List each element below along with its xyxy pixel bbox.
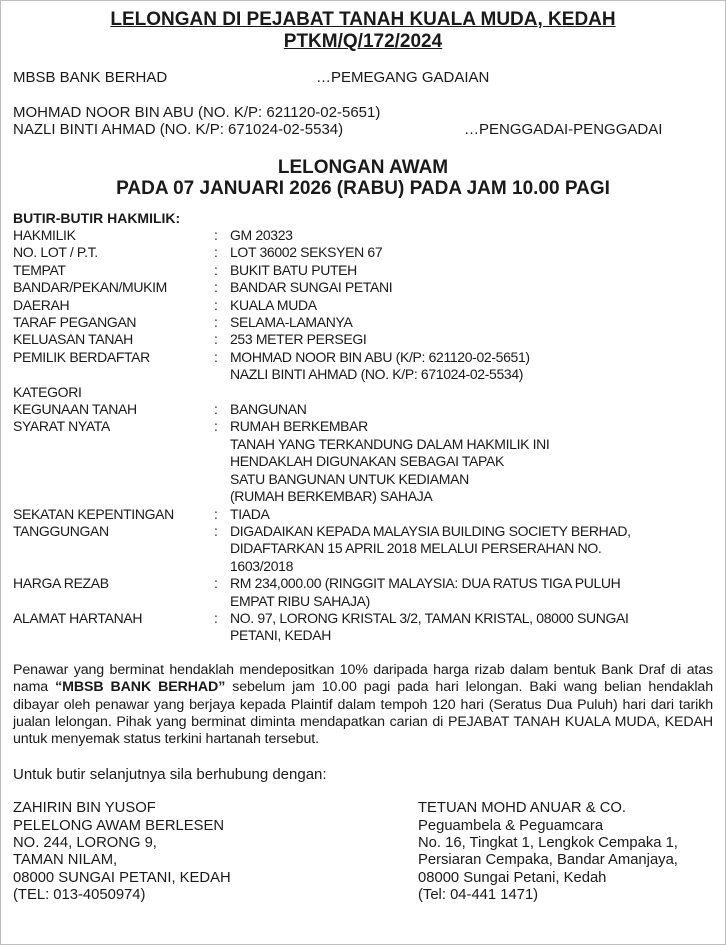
detail-row — [13, 384, 713, 401]
detail-label: TEMPAT — [13, 261, 66, 278]
terms-bank-name: “MBSB BANK BERHAD” — [55, 679, 226, 696]
detail-row — [13, 575, 713, 610]
detail-separator: : — [214, 418, 218, 435]
detail-label: BANDAR/PEKAN/MUKIM — [13, 279, 167, 296]
solicitor-line: No. 16, Tingkat 1, Lengkok Cempaka 1, — [418, 835, 678, 851]
detail-value: RUMAH BERKEMBAR TANAH YANG TERKANDUNG DALAM HAKMILIK INI HENDAKLAH DIGUNAKAN SEBAGAI TAPAK SATU BANGUNAN UNTUK KEDIAMAN (RUMAH BERKEMBAR) SAHAJA — [230, 418, 550, 505]
auctioneer-line: 08000 SUNGAI PETANI, KEDAH — [13, 869, 231, 886]
detail-label: TANGGUNGAN — [13, 522, 109, 539]
detail-value: DIGADAIKAN KEPADA MALAYSIA BUILDING SOCIETY BERHAD, DIDAFTARKAN 15 APRIL 2018 MELALUI PERSERAHAN NO. 1603/2018 — [230, 522, 631, 574]
detail-separator: : — [214, 401, 218, 418]
terms-text-1: Penawar yang berminat hendaklah mendepositkan 10% daripada harga rizab dalam bentuk Bank Draf di atas nama — [13, 661, 713, 696]
detail-value: SELAMA-LAMANYA — [230, 314, 353, 331]
detail-label: ALAMAT HARTANAH — [13, 609, 143, 626]
detail-row — [13, 297, 713, 314]
detail-label: NO. LOT / P.T. — [13, 244, 98, 261]
solicitor-block — [418, 800, 718, 904]
detail-value: BANDAR SUNGAI PETANI — [230, 279, 393, 296]
solicitor-line: Peguambela & Peguamcara — [418, 817, 604, 834]
solicitor-phone: (Tel: 04-441 1471) — [418, 887, 539, 904]
detail-separator: : — [214, 348, 218, 365]
detail-row — [13, 506, 713, 523]
detail-row — [13, 349, 713, 384]
detail-label: DAERAH — [13, 296, 70, 313]
chargor-1: MOHMAD NOOR BIN ABU (NO. K/P: 621120-02-5651) — [13, 104, 381, 121]
auction-date: PADA 07 JANUARI 2026 (RABU) PADA JAM 10.00 PAGI — [116, 178, 610, 199]
public-auction-heading: LELONGAN AWAM — [277, 157, 449, 178]
detail-value: BUKIT BATU PUTEH — [230, 261, 357, 278]
detail-separator: : — [214, 522, 218, 539]
detail-value: NO. 97, LORONG KRISTAL 3/2, TAMAN KRISTAL, 08000 SUNGAI PETANI, KEDAH — [230, 609, 629, 644]
detail-label: SEKATAN KEPENTINGAN — [13, 505, 174, 522]
detail-row — [13, 401, 713, 418]
detail-row — [13, 523, 713, 575]
parties-section — [13, 69, 713, 138]
detail-value: GM 20323 — [230, 227, 293, 243]
solicitor-line: 08000 Sungai Petani, Kedah — [418, 869, 607, 886]
detail-row — [13, 262, 713, 279]
title-details-table — [13, 227, 713, 645]
auctioneer-line: NO. 244, LORONG 9, — [13, 835, 157, 851]
auctioneer-line: TAMAN NILAM, — [13, 852, 118, 869]
notice-title: LELONGAN DI PEJABAT TANAH KUALA MUDA, KEDAH — [110, 9, 616, 30]
detail-label: PEMILIK BERDAFTAR — [13, 348, 150, 365]
detail-separator: : — [214, 331, 218, 348]
terms-text-2: sebelum jam 10.00 pagi pada hari lelongan. Baki wang belian hendaklah dibayar oleh penawar yang berjaya kepada Plaintif dalam tempoh 120 hari (Seratus Dua Puluh) hari dari tarikh jualan lelongan. Pihak yang berminat diminta mendapatkan carian di PEJABAT TANAH KUALA MUDA, KEDAH untuk menyemak status terkini hartanah tersebut. — [13, 679, 714, 748]
reference-number: PTKM/Q/172/2024 — [283, 31, 443, 52]
detail-separator: : — [214, 279, 218, 296]
contacts — [13, 800, 713, 904]
detail-label: HAKMILIK — [13, 227, 76, 243]
solicitor-line: TETUAN MOHD ANUAR & CO. — [418, 800, 626, 817]
detail-separator: : — [214, 227, 218, 243]
detail-label: KELUASAN TANAH — [13, 331, 133, 348]
contact-intro: Untuk butir selanjutnya sila berhubung dengan: — [13, 765, 327, 783]
detail-label: HARGA REZAB — [13, 575, 109, 592]
detail-separator: : — [214, 244, 218, 261]
detail-row — [13, 244, 713, 261]
detail-separator: : — [214, 314, 218, 331]
detail-row — [13, 279, 713, 296]
detail-row — [13, 610, 713, 645]
chargor-role: …PENGGADAI-PENGGADAI — [464, 121, 663, 138]
detail-value: TIADA — [230, 505, 270, 522]
title-details-heading: BUTIR-BUTIR HAKMILIK: — [13, 210, 181, 226]
detail-row — [13, 331, 713, 348]
auctioneer-phone: (TEL: 013-4050974) — [13, 887, 146, 904]
detail-value: 253 METER PERSEGI — [230, 331, 367, 348]
detail-value: LOT 36002 SEKSYEN 67 — [230, 244, 383, 261]
detail-separator — [214, 384, 230, 401]
detail-label: KATEGORI — [13, 383, 82, 400]
detail-row — [13, 418, 713, 505]
chargee-name: MBSB BANK BERHAD — [13, 69, 168, 86]
detail-separator: : — [214, 575, 218, 592]
detail-row — [13, 227, 713, 244]
detail-label: KEGUNAAN TANAH — [13, 401, 137, 418]
detail-label: SYARAT NYATA — [13, 418, 110, 435]
detail-value: BANGUNAN — [230, 401, 307, 418]
chargee-role: …PEMEGANG GADAIAN — [316, 69, 490, 86]
detail-value — [230, 384, 708, 401]
detail-separator: : — [214, 296, 218, 313]
auctioneer-line: ZAHIRIN BIN YUSOF — [13, 800, 156, 817]
auction-heading — [13, 157, 713, 199]
detail-separator: : — [214, 261, 218, 278]
detail-value: MOHMAD NOOR BIN ABU (K/P: 621120-02-5651) NAZLI BINTI AHMAD (NO. K/P: 671024-02-5534) — [230, 348, 530, 383]
detail-separator: : — [214, 609, 218, 626]
solicitor-line: Persiaran Cempaka, Bandar Amanjaya, — [418, 852, 678, 869]
auctioneer-line: PELELONG AWAM BERLESEN — [13, 817, 225, 834]
detail-value: KUALA MUDA — [230, 296, 317, 313]
auction-terms — [13, 662, 713, 749]
detail-label: TARAF PEGANGAN — [13, 314, 137, 331]
detail-row — [13, 314, 713, 331]
detail-value: RM 234,000.00 (RINGGIT MALAYSIA: DUA RATUS TIGA PULUH EMPAT RIBU SAHAJA) — [230, 575, 621, 609]
detail-separator: : — [214, 505, 218, 522]
chargor-2: NAZLI BINTI AHMAD (NO. K/P: 671024-02-5534) — [13, 121, 344, 138]
auctioneer-block — [13, 800, 418, 904]
